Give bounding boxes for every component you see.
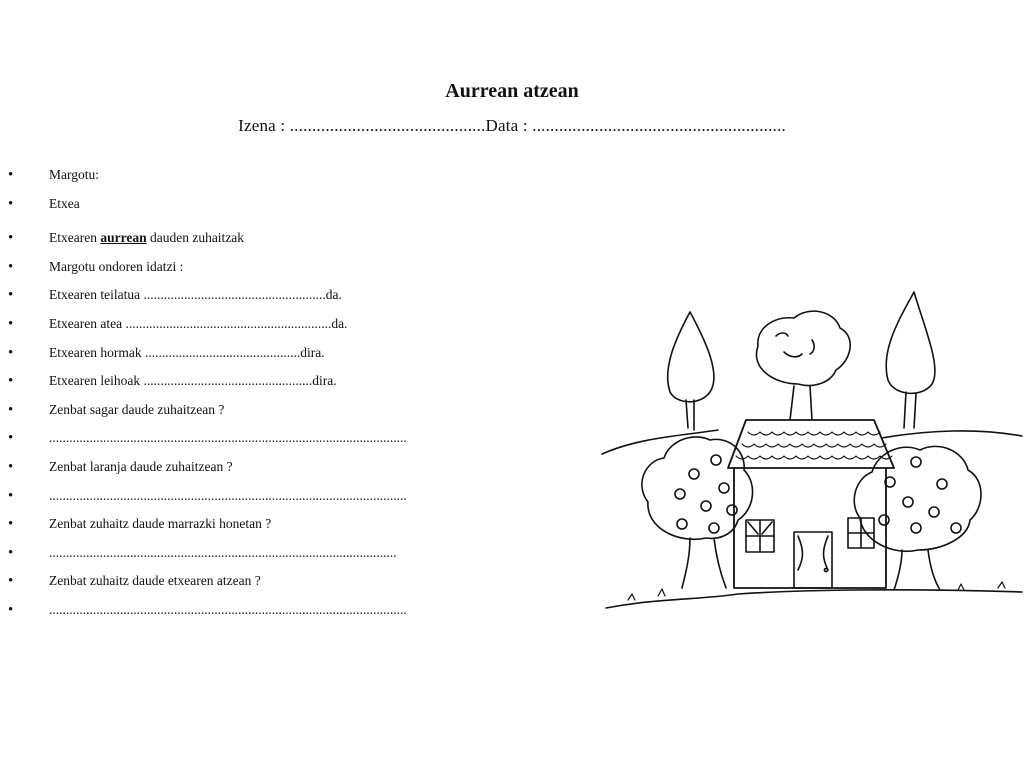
list-item: • Etxea xyxy=(8,193,407,222)
list-item: • Zenbat sagar daude zuhaitzean ? xyxy=(8,399,407,428)
answer-line[interactable]: • ....................................................................................................... xyxy=(8,542,407,571)
back-tree-right xyxy=(886,292,935,428)
date-blank[interactable]: ......................................................... xyxy=(532,116,786,135)
worksheet-title-text: Aurrean atzean xyxy=(445,80,579,102)
worksheet-title xyxy=(0,80,1024,103)
back-tree-center xyxy=(756,311,850,420)
answer-line[interactable]: • .......................................................................................................... xyxy=(8,427,407,456)
list-item: • Margotu ondoren idatzi : xyxy=(8,256,407,285)
list-item: • Etxearen leihoak ..................................................dira. xyxy=(8,370,407,399)
instruction-list xyxy=(8,164,407,628)
list-item: • Etxearen atea .............................................................da. xyxy=(8,313,407,342)
name-label: Izena : xyxy=(238,116,286,135)
hill-line xyxy=(602,430,1022,454)
list-item: • Zenbat zuhaitz daude etxearen atzean ? xyxy=(8,570,407,599)
date-label: Data : xyxy=(485,116,528,135)
list-item: • Zenbat laranja daude zuhaitzean ? xyxy=(8,456,407,485)
list-item: • Etxearen hormak ..............................................dira. xyxy=(8,342,407,371)
list-item: • Zenbat zuhaitz daude marrazki honetan ? xyxy=(8,513,407,542)
front-tree-left xyxy=(642,437,753,588)
answer-line[interactable]: • .......................................................................................................... xyxy=(8,485,407,514)
house xyxy=(728,420,894,588)
ground-line xyxy=(606,590,1022,608)
answer-line[interactable]: • .......................................................................................................... xyxy=(8,599,407,628)
emphasis-aurrean: aurrean xyxy=(100,230,147,246)
name-date-line xyxy=(0,116,1024,136)
house-trees-drawing xyxy=(598,288,1024,618)
list-item: • Etxearen teilatua ......................................................da. xyxy=(8,284,407,313)
list-item: • Etxearen aurrean dauden zuhaitzak xyxy=(8,227,407,256)
name-blank[interactable]: ............................................ xyxy=(289,116,486,135)
list-item: • Margotu: xyxy=(8,164,407,193)
back-tree-left xyxy=(668,312,714,430)
